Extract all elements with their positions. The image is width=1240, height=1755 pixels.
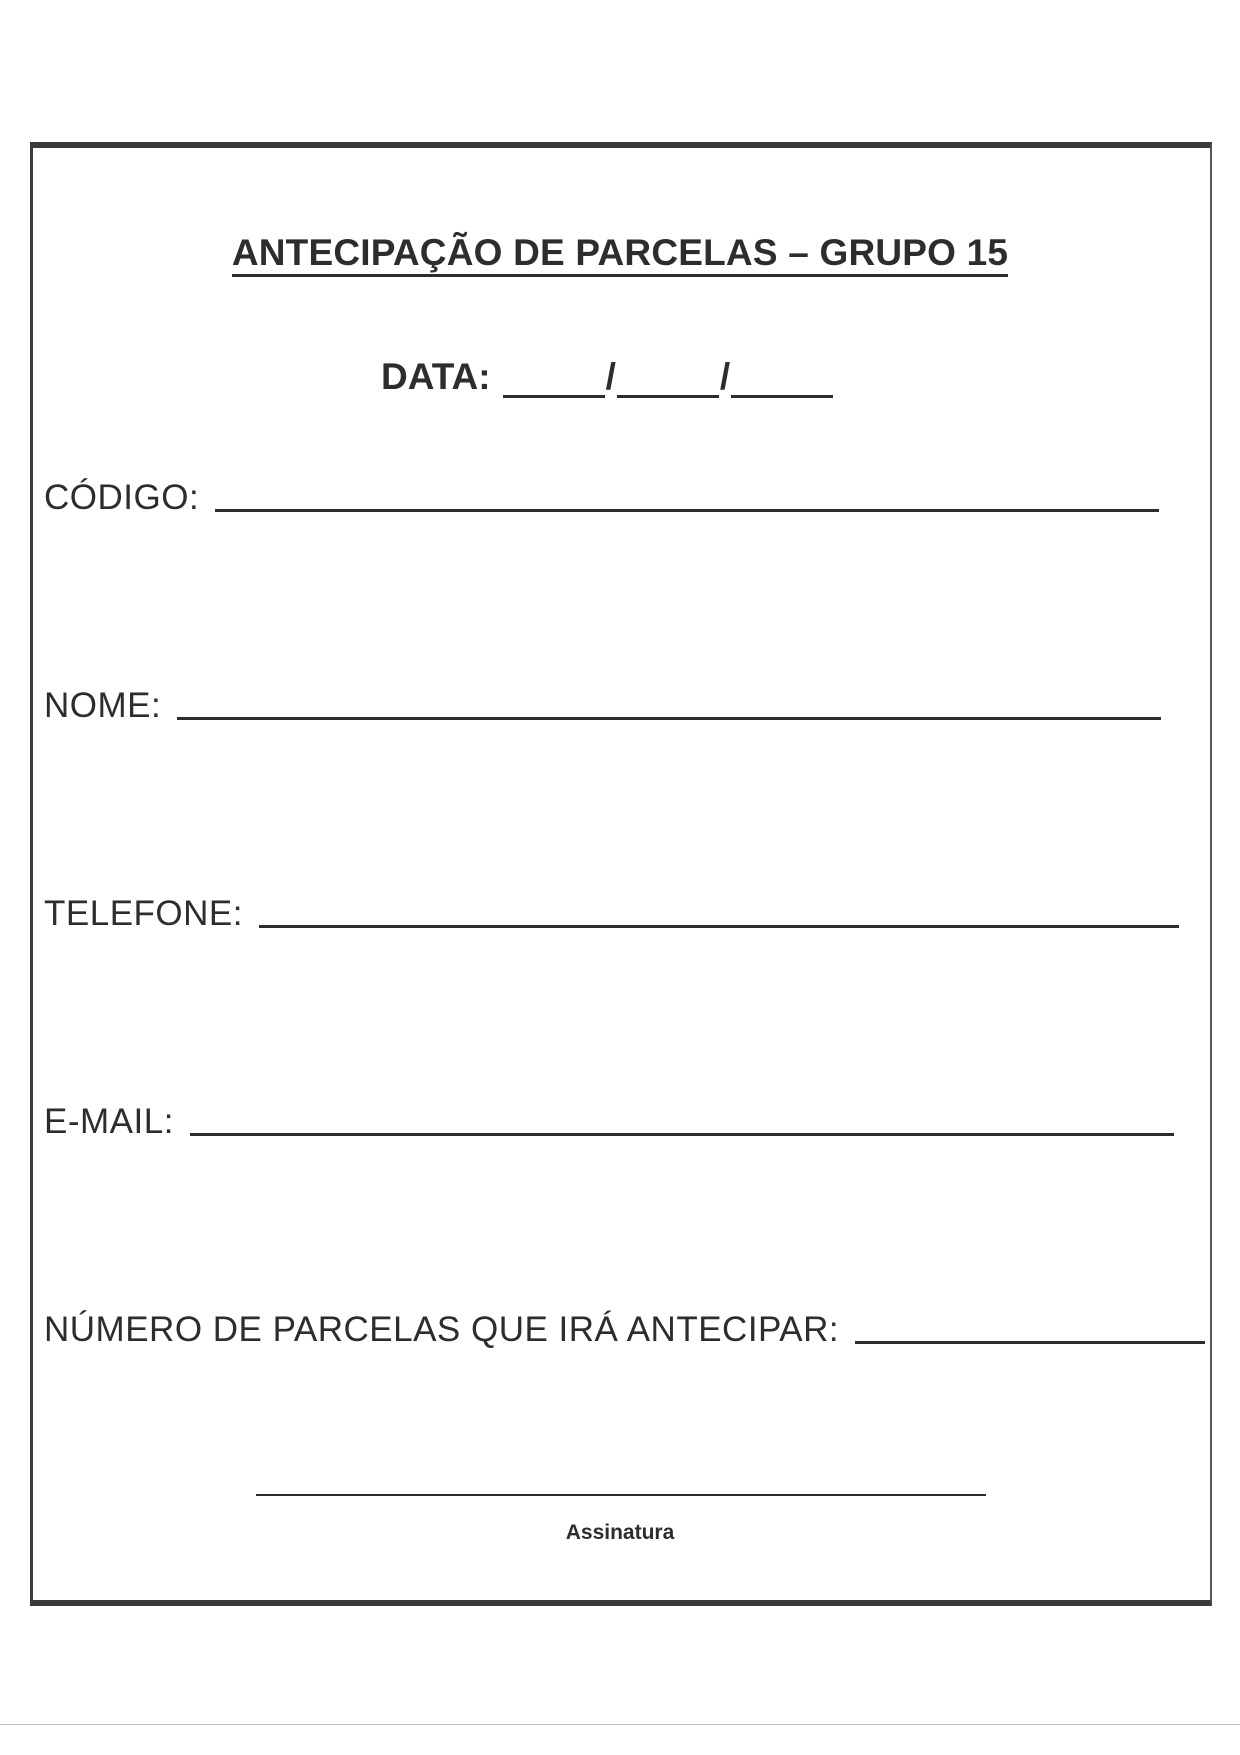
date-separator: / bbox=[719, 356, 731, 397]
page-bottom-edge bbox=[0, 1724, 1240, 1725]
email-field bbox=[44, 1102, 1174, 1142]
nome-field bbox=[44, 686, 1161, 726]
date-year-blank[interactable] bbox=[731, 355, 833, 398]
date-month-blank[interactable] bbox=[617, 355, 719, 398]
form-title-text: ANTECIPAÇÃO DE PARCELAS – GRUPO 15 bbox=[232, 232, 1008, 277]
date-separator: / bbox=[605, 356, 616, 397]
telefone-blank[interactable] bbox=[259, 923, 1179, 928]
signature-line[interactable] bbox=[256, 1494, 986, 1496]
codigo-field bbox=[44, 478, 1159, 518]
telefone-field bbox=[44, 894, 1179, 934]
parcelas-field bbox=[44, 1310, 1205, 1350]
email-blank[interactable] bbox=[190, 1131, 1174, 1136]
form-title bbox=[0, 232, 1240, 274]
parcelas-label: NÚMERO DE PARCELAS QUE IRÁ ANTECIPAR: bbox=[44, 1310, 840, 1349]
date-day-blank[interactable] bbox=[503, 355, 605, 398]
parcelas-blank[interactable] bbox=[855, 1339, 1205, 1344]
date-row bbox=[381, 352, 833, 398]
email-label: E-MAIL: bbox=[44, 1102, 174, 1141]
codigo-blank[interactable] bbox=[215, 507, 1159, 512]
nome-label: NOME: bbox=[44, 686, 162, 725]
codigo-label: CÓDIGO: bbox=[44, 478, 200, 517]
date-label: DATA: bbox=[381, 356, 491, 397]
nome-blank[interactable] bbox=[177, 715, 1161, 720]
telefone-label: TELEFONE: bbox=[44, 894, 243, 933]
signature-label: Assinatura bbox=[565, 1521, 675, 1544]
